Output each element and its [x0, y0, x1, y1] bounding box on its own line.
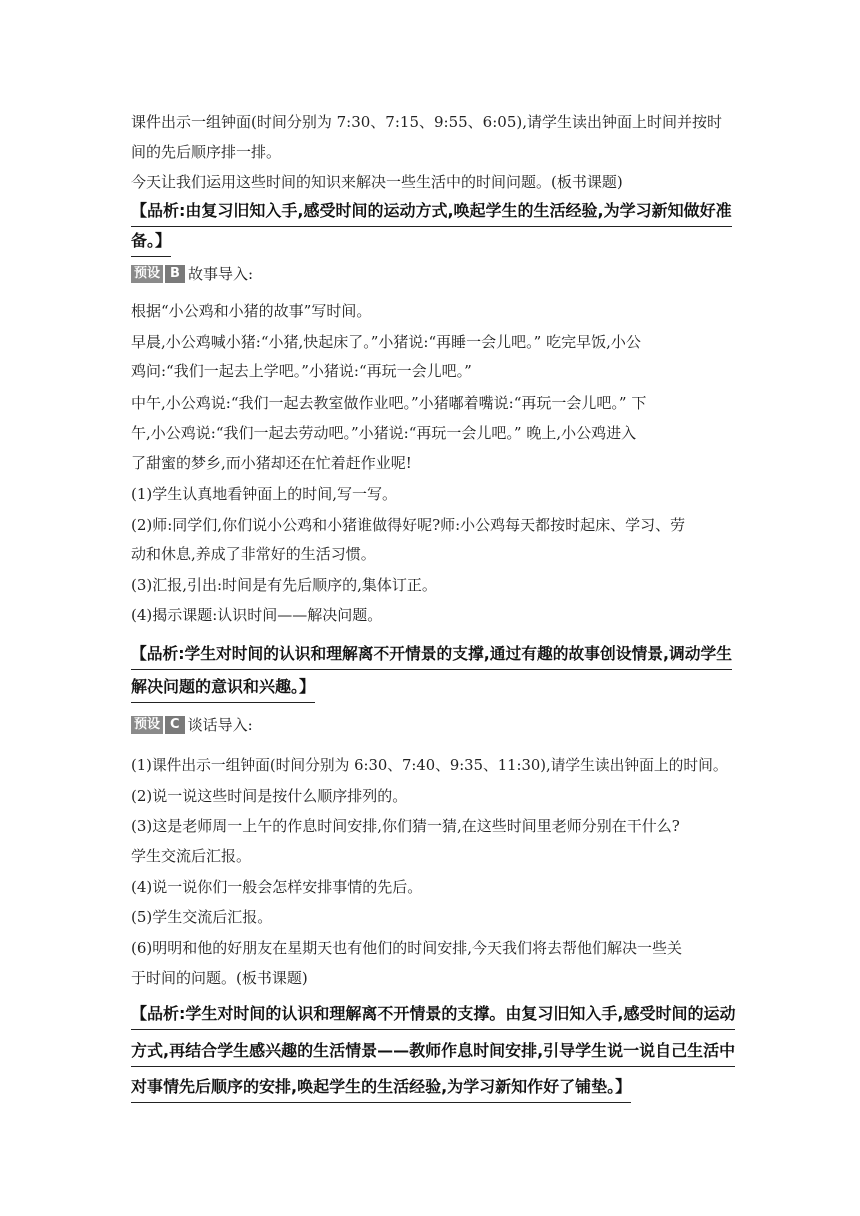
list-item: (1)课件出示一组钟面(时间分别为 6:30、7:40、9:35、11:30),请学生读出钟面上的时间。	[131, 757, 728, 774]
list-item: (5)学生交流后汇报。	[131, 908, 273, 926]
paragraph-line: 间的先后顺序排一排。	[131, 143, 282, 161]
list-item: (3)汇报,引出:时间是有先后顺序的,集体订正。	[131, 576, 437, 594]
paragraph-line: 中午,小公鸡说:“我们一起去教室做作业吧。”小猪嘟着嘴说:“再玩一会儿吧。” 下	[131, 394, 647, 412]
paragraph-line: 了甜蜜的梦乡,而小猪却还在忙着赶作业呢!	[131, 454, 412, 472]
paragraph-line: 今天让我们运用这些时间的知识来解决一些生活中的时间问题。(板书课题)	[131, 173, 623, 191]
preset-tag: 预设	[131, 265, 163, 283]
analysis-note: 备。】	[131, 230, 171, 257]
paragraph-line: 鸡问:“我们一起去上学吧。”小猪说:“再玩一会儿吧。”	[131, 362, 472, 380]
analysis-note: 对事情先后顺序的安排,唤起学生的生活经验,为学习新知作好了铺垫。】	[131, 1076, 631, 1103]
paragraph-line: 课件出示一组钟面(时间分别为 7:30、7:15、9:55、6:05),请学生读出钟面上时间并按时	[131, 113, 722, 131]
section-title: 谈话导入:	[187, 716, 253, 734]
analysis-note: 【品析:由复习旧知入手,感受时间的运动方式,唤起学生的生活经验,为学习新知做好准	[131, 200, 732, 227]
list-item: (3)这是老师周一上午的作息时间安排,你们猜一猜,在这些时间里老师分别在干什么?	[131, 817, 680, 835]
paragraph-line: 于时间的问题。(板书课题)	[131, 969, 308, 987]
analysis-note: 【品析:学生对时间的认识和理解离不开情景的支撑。由复习旧知入手,感受时间的运动	[131, 1003, 735, 1030]
paragraph-line: 早晨,小公鸡喊小猪:“小猪,快起床了。”小猪说:“再睡一会儿吧。” 吃完早饭,小公	[131, 333, 641, 351]
section-title: 故事导入:	[187, 265, 253, 283]
analysis-note: 解决问题的意识和兴趣。】	[131, 676, 315, 703]
paragraph-line: 午,小公鸡说:“我们一起去劳动吧。”小猪说:“再玩一会儿吧。” 晚上,小公鸡进入	[131, 424, 637, 442]
preset-letter-badge: B	[165, 265, 185, 283]
list-item: (4)揭示课题:认识时间——解决问题。	[131, 606, 383, 624]
preset-tag: 预设	[131, 716, 163, 734]
preset-letter-badge: C	[165, 716, 185, 734]
analysis-note: 【品析:学生对时间的认识和理解离不开情景的支撑,通过有趣的故事创设情景,调动学生	[131, 643, 732, 670]
section-heading-c	[131, 714, 253, 735]
paragraph-line: 动和休息,养成了非常好的生活习惯。	[131, 545, 376, 563]
analysis-note: 方式,再结合学生感兴趣的生活情景——教师作息时间安排,引导学生说一说自己生活中	[131, 1040, 735, 1067]
list-item: (2)说一说这些时间是按什么顺序排列的。	[131, 787, 408, 805]
list-item: (4)说一说你们一般会怎样安排事情的先后。	[131, 878, 423, 896]
section-heading-b	[131, 263, 253, 284]
list-item: (6)明明和他的好朋友在星期天也有他们的时间安排,今天我们将去帮他们解决一些关	[131, 939, 683, 957]
list-item: (1)学生认真地看钟面上的时间,写一写。	[131, 485, 398, 503]
paragraph-line: 学生交流后汇报。	[131, 847, 252, 865]
list-item: (2)师:同学们,你们说小公鸡和小猪谁做得好呢?师:小公鸡每天都按时起床、学习、劳	[131, 516, 686, 534]
paragraph-line: 根据“小公鸡和小猪的故事”写时间。	[131, 302, 372, 320]
